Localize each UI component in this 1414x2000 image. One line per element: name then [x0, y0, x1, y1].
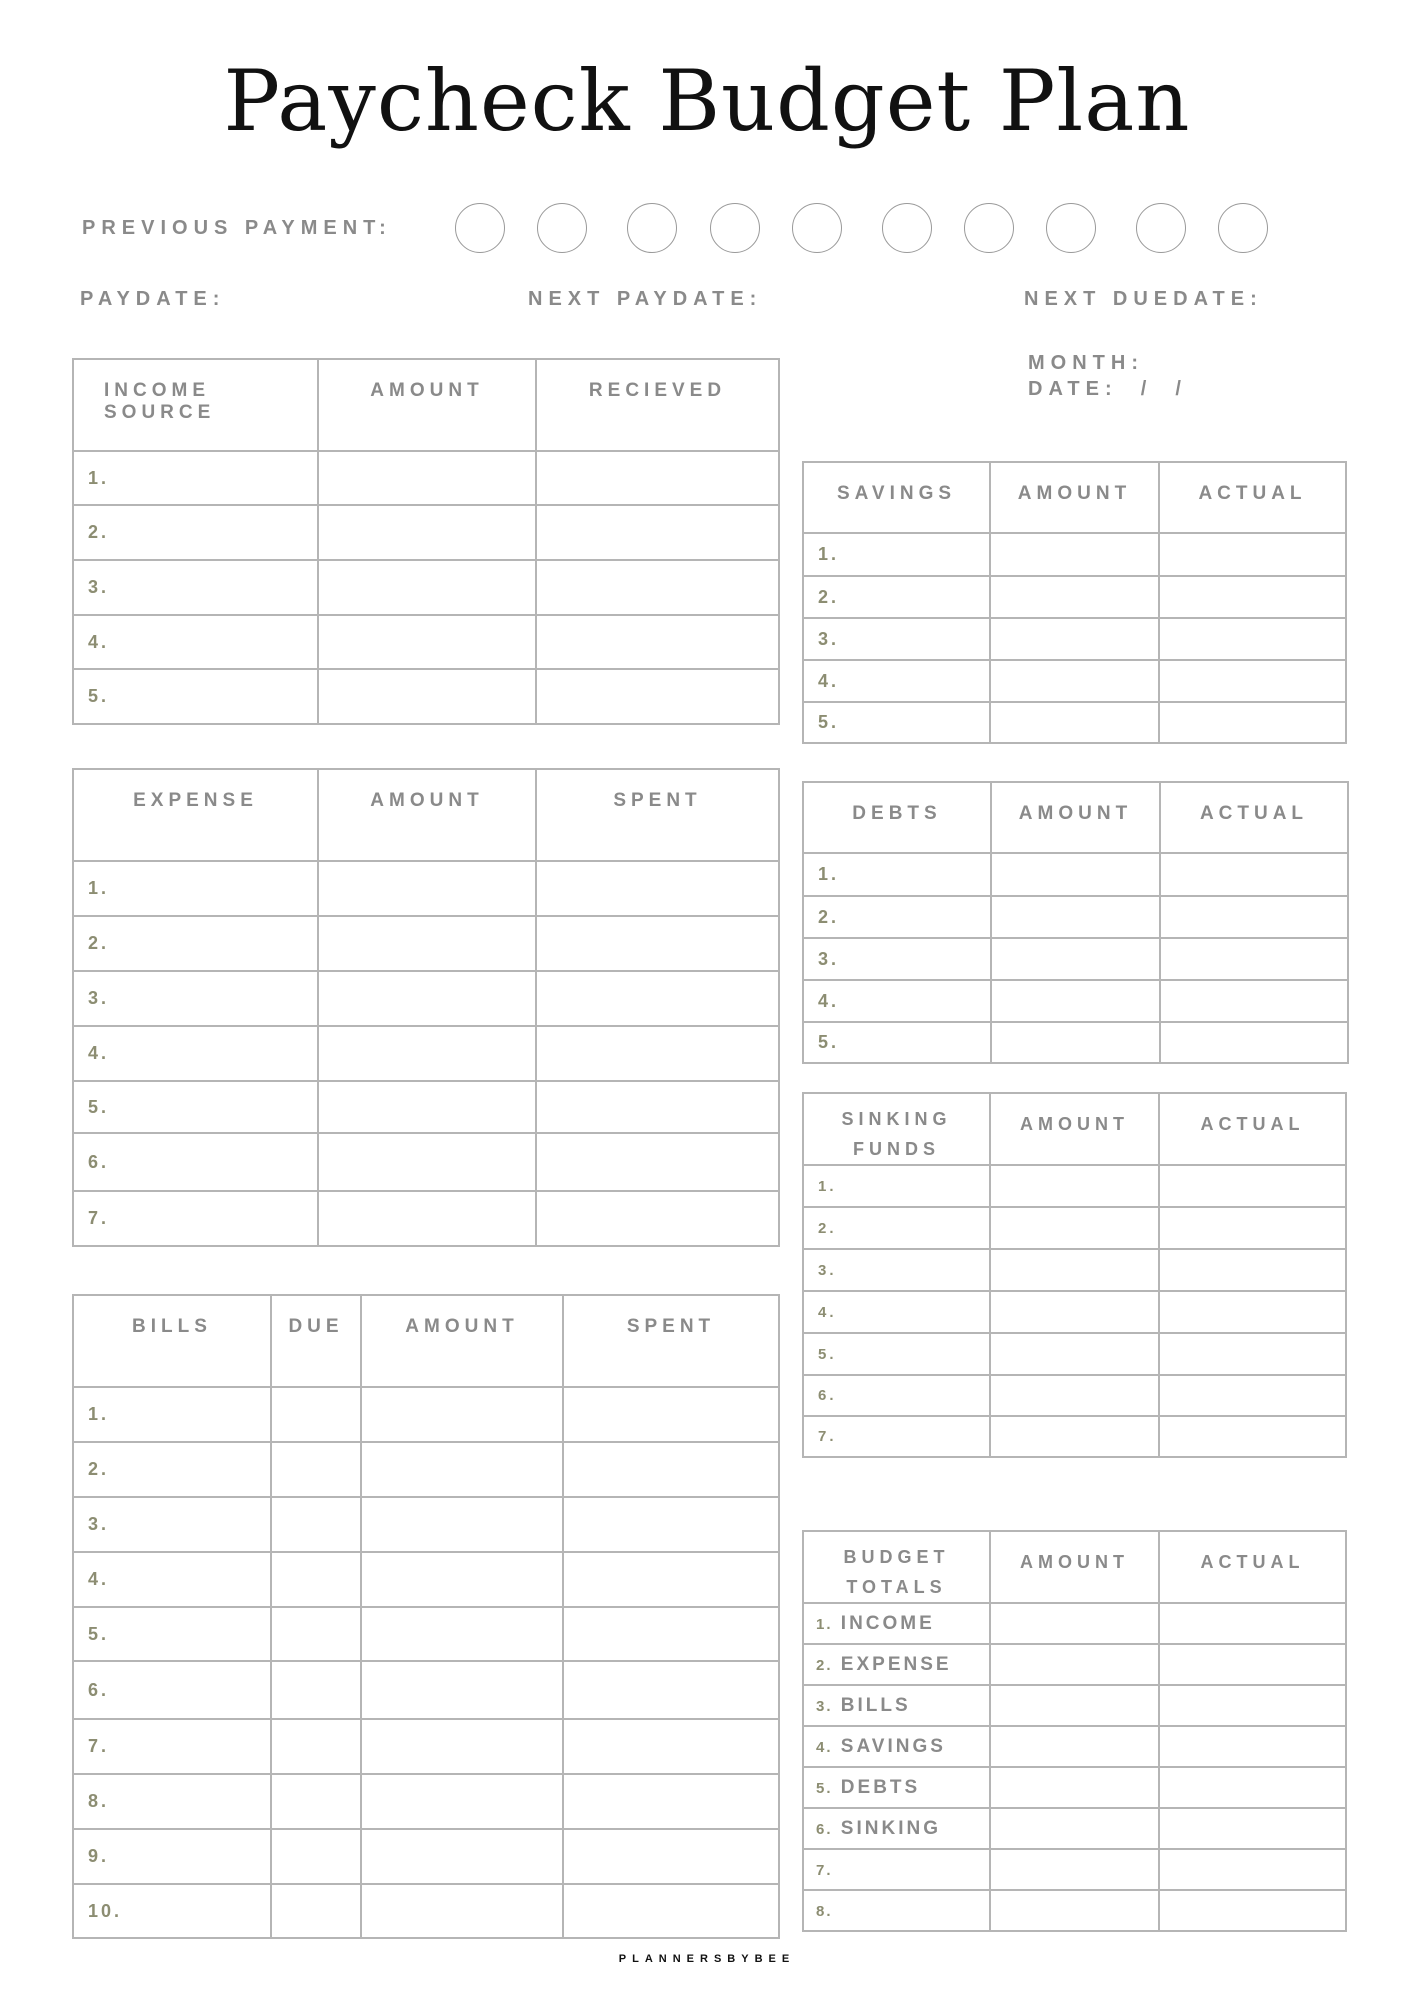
row-number: 7. — [73, 1191, 318, 1246]
income-source-header: INCOME SOURCE — [73, 359, 318, 451]
debts-amount-cell[interactable] — [991, 1022, 1160, 1063]
previous-payment-label: PREVIOUS PAYMENT: — [82, 217, 392, 239]
row-number: 6. — [73, 1133, 318, 1191]
totals-amount-cell[interactable] — [990, 1767, 1159, 1808]
totals-row-label — [803, 1603, 990, 1644]
brand-footer: PLANNERSBYBEE — [618, 1953, 796, 1965]
row-number: 3. — [73, 1497, 271, 1552]
row-number: 2. — [73, 1442, 271, 1497]
row-number: 2. — [803, 896, 991, 938]
next-duedate-label: NEXT DUEDATE: — [1024, 288, 1263, 310]
expense-amount-cell[interactable] — [318, 1026, 536, 1081]
totals-amount-cell[interactable] — [990, 1603, 1159, 1644]
totals-row-label — [803, 1726, 990, 1767]
table-row — [803, 1333, 1346, 1375]
savings-amount-cell[interactable] — [990, 533, 1159, 576]
sinking-actual-cell[interactable] — [1159, 1207, 1346, 1249]
savings-amount-header: AMOUNT — [990, 462, 1159, 533]
payment-circle[interactable] — [882, 203, 932, 253]
table-row — [73, 916, 779, 971]
bills-due-cell[interactable] — [271, 1387, 361, 1442]
debts-actual-cell[interactable] — [1160, 1022, 1348, 1063]
sinking-amount-cell[interactable] — [990, 1165, 1159, 1207]
debts-amount-cell[interactable] — [991, 896, 1160, 938]
sinking-actual-header: ACTUAL — [1159, 1093, 1346, 1165]
table-row — [803, 1685, 1346, 1726]
payment-circle[interactable] — [792, 203, 842, 253]
row-number: 1. — [73, 451, 318, 505]
savings-actual-cell[interactable] — [1159, 702, 1346, 743]
row-number: 4. — [73, 1026, 318, 1081]
savings-amount-cell[interactable] — [990, 702, 1159, 743]
totals-actual-cell[interactable] — [1159, 1767, 1346, 1808]
budget-totals-table — [802, 1530, 1347, 1932]
bills-amount-cell[interactable] — [361, 1774, 563, 1829]
row-number: 1. — [73, 1387, 271, 1442]
savings-actual-cell[interactable] — [1159, 533, 1346, 576]
table-row — [803, 896, 1348, 938]
table-row — [73, 1442, 779, 1497]
row-number: 3. — [73, 560, 318, 615]
row-number: 3. — [803, 938, 991, 980]
expense-header: EXPENSE — [73, 769, 318, 861]
totals-amount-cell[interactable] — [990, 1644, 1159, 1685]
row-number: 4. — [803, 660, 990, 702]
bills-spent-header: SPENT — [563, 1295, 779, 1387]
table-row — [73, 1497, 779, 1552]
row-number: 6. — [816, 1820, 833, 1838]
savings-header: SAVINGS — [803, 462, 990, 533]
row-number: 5. — [803, 1333, 990, 1375]
expense-spent-cell[interactable] — [536, 1133, 779, 1191]
row-number: 4. — [73, 1552, 271, 1607]
row-number: 7. — [816, 1861, 833, 1879]
totals-row-label — [803, 1849, 990, 1890]
expense-spent-cell[interactable] — [536, 861, 779, 916]
row-number: 5. — [73, 1607, 271, 1661]
date-label: DATE: / / — [1028, 378, 1187, 400]
table-row — [73, 971, 779, 1026]
table-row — [803, 533, 1346, 576]
table-row — [73, 1661, 779, 1719]
bills-amount-cell[interactable] — [361, 1829, 563, 1884]
bills-amount-cell[interactable] — [361, 1884, 563, 1938]
expense-spent-cell[interactable] — [536, 1026, 779, 1081]
payment-circle[interactable] — [627, 203, 677, 253]
payment-circle[interactable] — [537, 203, 587, 253]
sinking-actual-cell[interactable] — [1159, 1291, 1346, 1333]
income-received-cell[interactable] — [536, 505, 779, 560]
table-row — [73, 451, 779, 505]
table-row — [803, 1022, 1348, 1063]
row-number: 5. — [803, 702, 990, 743]
income-amount-cell[interactable] — [318, 505, 536, 560]
bills-amount-cell[interactable] — [361, 1442, 563, 1497]
income-amount-cell[interactable] — [318, 615, 536, 669]
expense-spent-cell[interactable] — [536, 971, 779, 1026]
table-row — [73, 1133, 779, 1191]
totals-actual-cell[interactable] — [1159, 1603, 1346, 1644]
income-table — [72, 358, 780, 725]
bills-spent-cell[interactable] — [563, 1387, 779, 1442]
income-amount-cell[interactable] — [318, 451, 536, 505]
expense-amount-header: AMOUNT — [318, 769, 536, 861]
table-row — [803, 1249, 1346, 1291]
expense-spent-cell[interactable] — [536, 916, 779, 971]
table-row — [803, 1726, 1346, 1767]
totals-row-label — [803, 1644, 990, 1685]
expense-amount-cell[interactable] — [318, 916, 536, 971]
table-row — [73, 1884, 779, 1938]
row-number: 9. — [73, 1829, 271, 1884]
table-row — [73, 1081, 779, 1133]
bills-amount-cell[interactable] — [361, 1497, 563, 1552]
table-row — [73, 1387, 779, 1442]
bills-spent-cell[interactable] — [563, 1442, 779, 1497]
totals-label: BILLS — [840, 1694, 911, 1716]
sinking-amount-cell[interactable] — [990, 1249, 1159, 1291]
sinking-amount-cell[interactable] — [990, 1375, 1159, 1416]
table-row — [803, 1849, 1346, 1890]
totals-amount-cell[interactable] — [990, 1685, 1159, 1726]
row-number: 1. — [816, 1615, 833, 1633]
row-number: 3. — [73, 971, 318, 1026]
income-amount-cell[interactable] — [318, 669, 536, 724]
income-received-cell[interactable] — [536, 560, 779, 615]
table-row — [73, 669, 779, 724]
table-row — [73, 1026, 779, 1081]
totals-amount-cell[interactable] — [990, 1890, 1159, 1931]
debts-amount-cell[interactable] — [991, 938, 1160, 980]
payment-circle[interactable] — [1046, 203, 1096, 253]
expense-amount-cell[interactable] — [318, 1081, 536, 1133]
table-row — [803, 1808, 1346, 1849]
row-number: 6. — [803, 1375, 990, 1416]
debts-amount-cell[interactable] — [991, 980, 1160, 1022]
totals-row-label — [803, 1808, 990, 1849]
sinking-actual-cell[interactable] — [1159, 1416, 1346, 1457]
totals-row-label — [803, 1890, 990, 1931]
bills-due-cell[interactable] — [271, 1497, 361, 1552]
bills-amount-cell[interactable] — [361, 1719, 563, 1774]
totals-label: SAVINGS — [840, 1735, 946, 1757]
debts-actual-cell[interactable] — [1160, 980, 1348, 1022]
savings-actual-cell[interactable] — [1159, 660, 1346, 702]
payment-circle[interactable] — [455, 203, 505, 253]
sinking-amount-header: AMOUNT — [990, 1093, 1159, 1165]
payment-circle[interactable] — [1218, 203, 1268, 253]
totals-amount-cell[interactable] — [990, 1726, 1159, 1767]
bills-spent-cell[interactable] — [563, 1774, 779, 1829]
totals-row-label — [803, 1685, 990, 1726]
savings-amount-cell[interactable] — [990, 618, 1159, 660]
expense-amount-cell[interactable] — [318, 971, 536, 1026]
row-number: 3. — [803, 618, 990, 660]
bills-amount-header: AMOUNT — [361, 1295, 563, 1387]
sinking-actual-cell[interactable] — [1159, 1165, 1346, 1207]
table-row — [73, 1552, 779, 1607]
bills-spent-cell[interactable] — [563, 1719, 779, 1774]
totals-label: SINKING — [840, 1817, 941, 1839]
sinking-amount-cell[interactable] — [990, 1333, 1159, 1375]
row-number: 4. — [73, 615, 318, 669]
expense-amount-cell[interactable] — [318, 1133, 536, 1191]
table-row — [803, 1890, 1346, 1931]
income-amount-cell[interactable] — [318, 560, 536, 615]
totals-label: INCOME — [840, 1612, 935, 1634]
savings-actual-cell[interactable] — [1159, 618, 1346, 660]
bills-due-cell[interactable] — [271, 1719, 361, 1774]
table-row — [803, 938, 1348, 980]
totals-actual-cell[interactable] — [1159, 1644, 1346, 1685]
debts-amount-cell[interactable] — [991, 853, 1160, 896]
payment-circle[interactable] — [964, 203, 1014, 253]
sinking-amount-cell[interactable] — [990, 1207, 1159, 1249]
table-row — [803, 1165, 1346, 1207]
totals-actual-cell[interactable] — [1159, 1890, 1346, 1931]
row-number: 5. — [816, 1779, 833, 1797]
debts-amount-header: AMOUNT — [991, 782, 1160, 853]
row-number: 10. — [73, 1884, 271, 1938]
totals-label: DEBTS — [840, 1776, 921, 1798]
row-number: 3. — [803, 1249, 990, 1291]
bills-spent-cell[interactable] — [563, 1884, 779, 1938]
table-row — [73, 1829, 779, 1884]
table-row — [803, 1375, 1346, 1416]
savings-table — [802, 461, 1347, 744]
month-label: MONTH: — [1028, 352, 1144, 374]
row-number: 7. — [803, 1416, 990, 1457]
totals-amount-cell[interactable] — [990, 1849, 1159, 1890]
table-row — [73, 861, 779, 916]
bills-amount-cell[interactable] — [361, 1387, 563, 1442]
expense-spent-header: SPENT — [536, 769, 779, 861]
expense-spent-cell[interactable] — [536, 1081, 779, 1133]
bills-due-cell[interactable] — [271, 1661, 361, 1719]
debts-actual-cell[interactable] — [1160, 896, 1348, 938]
expense-table — [72, 768, 780, 1247]
row-number: 4. — [803, 1291, 990, 1333]
table-row — [803, 660, 1346, 702]
income-amount-header: AMOUNT — [318, 359, 536, 451]
table-row — [803, 1603, 1346, 1644]
totals-label: EXPENSE — [840, 1653, 952, 1675]
expense-spent-cell[interactable] — [536, 1191, 779, 1246]
row-number: 5. — [803, 1022, 991, 1063]
bills-due-cell[interactable] — [271, 1552, 361, 1607]
income-received-header: RECIEVED — [536, 359, 779, 451]
row-number: 8. — [816, 1902, 833, 1920]
budget-totals-header: BUDGET TOTALS — [803, 1531, 990, 1603]
table-row — [73, 1191, 779, 1246]
payment-circle[interactable] — [1136, 203, 1186, 253]
totals-actual-header: ACTUAL — [1159, 1531, 1346, 1603]
table-row — [803, 1767, 1346, 1808]
row-number: 6. — [73, 1661, 271, 1719]
bills-due-header: DUE — [271, 1295, 361, 1387]
bills-spent-cell[interactable] — [563, 1607, 779, 1661]
table-row — [803, 702, 1346, 743]
row-number: 3. — [816, 1697, 833, 1715]
table-row — [803, 980, 1348, 1022]
debts-table — [802, 781, 1349, 1064]
table-row — [73, 615, 779, 669]
table-row — [803, 1644, 1346, 1685]
totals-actual-cell[interactable] — [1159, 1685, 1346, 1726]
row-number: 2. — [803, 576, 990, 618]
income-received-cell[interactable] — [536, 451, 779, 505]
sinking-amount-cell[interactable] — [990, 1291, 1159, 1333]
totals-amount-cell[interactable] — [990, 1808, 1159, 1849]
page-title: Paycheck Budget Plan — [223, 52, 1191, 150]
debts-actual-cell[interactable] — [1160, 938, 1348, 980]
savings-actual-cell[interactable] — [1159, 576, 1346, 618]
table-row — [803, 618, 1346, 660]
paydate-label: PAYDATE: — [80, 288, 226, 310]
row-number: 1. — [803, 853, 991, 896]
row-number: 4. — [803, 980, 991, 1022]
row-number: 2. — [803, 1207, 990, 1249]
row-number: 4. — [816, 1738, 833, 1756]
row-number: 2. — [73, 916, 318, 971]
totals-amount-header: AMOUNT — [990, 1531, 1159, 1603]
expense-amount-cell[interactable] — [318, 861, 536, 916]
row-number: 2. — [73, 505, 318, 560]
bills-due-cell[interactable] — [271, 1774, 361, 1829]
table-row — [73, 1719, 779, 1774]
table-row — [803, 576, 1346, 618]
totals-actual-cell[interactable] — [1159, 1849, 1346, 1890]
row-number: 7. — [73, 1719, 271, 1774]
savings-actual-header: ACTUAL — [1159, 462, 1346, 533]
savings-amount-cell[interactable] — [990, 576, 1159, 618]
row-number: 1. — [803, 1165, 990, 1207]
table-row — [803, 1207, 1346, 1249]
bills-amount-cell[interactable] — [361, 1661, 563, 1719]
bills-amount-cell[interactable] — [361, 1607, 563, 1661]
table-row — [803, 1416, 1346, 1457]
row-number: 8. — [73, 1774, 271, 1829]
bills-header: BILLS — [73, 1295, 271, 1387]
table-row — [73, 1774, 779, 1829]
debts-header: DEBTS — [803, 782, 991, 853]
table-row — [73, 505, 779, 560]
table-row — [73, 1607, 779, 1661]
bills-due-cell[interactable] — [271, 1829, 361, 1884]
bills-spent-cell[interactable] — [563, 1661, 779, 1719]
totals-row-label — [803, 1767, 990, 1808]
debts-actual-cell[interactable] — [1160, 853, 1348, 896]
bills-table — [72, 1294, 780, 1939]
next-paydate-label: NEXT PAYDATE: — [528, 288, 763, 310]
income-received-cell[interactable] — [536, 615, 779, 669]
table-row — [73, 560, 779, 615]
table-row — [803, 853, 1348, 896]
totals-actual-cell[interactable] — [1159, 1808, 1346, 1849]
totals-actual-cell[interactable] — [1159, 1726, 1346, 1767]
sinking-actual-cell[interactable] — [1159, 1375, 1346, 1416]
sinking-funds-header: SINKING FUNDS — [803, 1093, 990, 1165]
table-row — [803, 1291, 1346, 1333]
expense-amount-cell[interactable] — [318, 1191, 536, 1246]
sinking-funds-table — [802, 1092, 1347, 1458]
bills-spent-cell[interactable] — [563, 1497, 779, 1552]
row-number: 1. — [803, 533, 990, 576]
sinking-amount-cell[interactable] — [990, 1416, 1159, 1457]
debts-actual-header: ACTUAL — [1160, 782, 1348, 853]
payment-circle[interactable] — [710, 203, 760, 253]
bills-spent-cell[interactable] — [563, 1829, 779, 1884]
bills-due-cell[interactable] — [271, 1884, 361, 1938]
bills-due-cell[interactable] — [271, 1442, 361, 1497]
row-number: 5. — [73, 1081, 318, 1133]
bills-spent-cell[interactable] — [563, 1552, 779, 1607]
sinking-actual-cell[interactable] — [1159, 1333, 1346, 1375]
savings-amount-cell[interactable] — [990, 660, 1159, 702]
bills-due-cell[interactable] — [271, 1607, 361, 1661]
row-number: 5. — [73, 669, 318, 724]
row-number: 2. — [816, 1656, 833, 1674]
row-number: 1. — [73, 861, 318, 916]
sinking-actual-cell[interactable] — [1159, 1249, 1346, 1291]
income-received-cell[interactable] — [536, 669, 779, 724]
bills-amount-cell[interactable] — [361, 1552, 563, 1607]
